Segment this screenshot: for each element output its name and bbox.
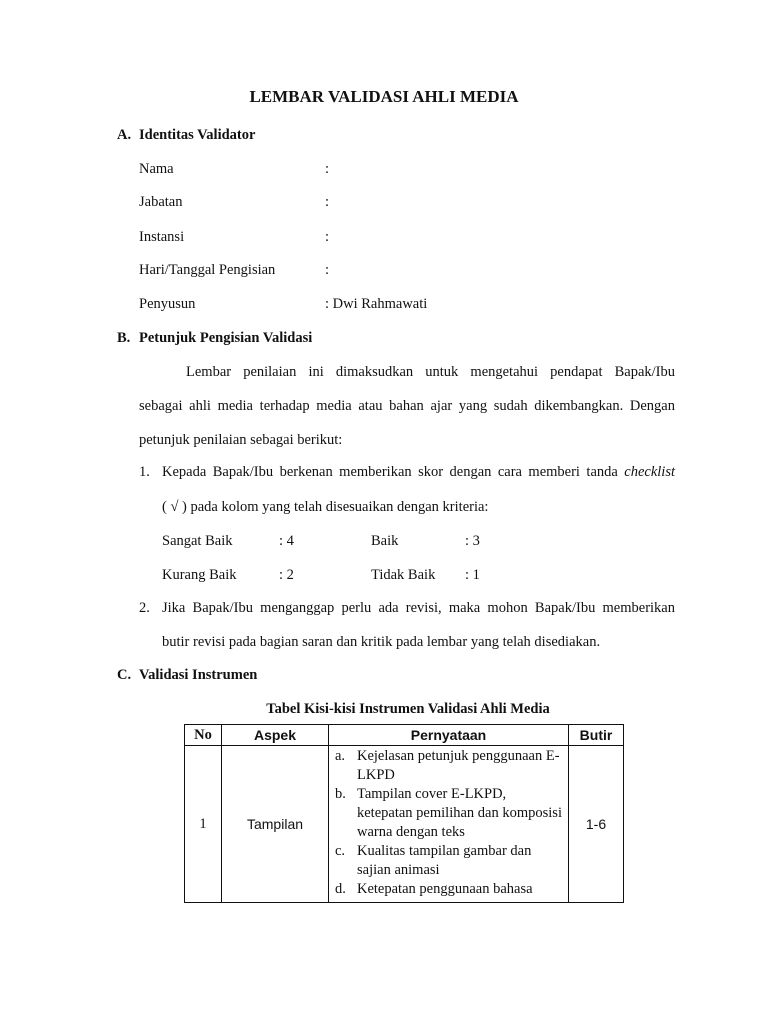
- section-b-marker: B.: [117, 330, 131, 346]
- score-value-kurang-baik: : 2: [279, 567, 294, 583]
- score-label-sangat-baik: Sangat Baik: [162, 533, 233, 549]
- table-caption: Tabel Kisi-kisi Instrumen Validasi Ahli Media: [266, 701, 550, 717]
- field-label-jabatan: Jabatan: [139, 194, 183, 210]
- statement-text: Kejelasan petunjuk penggunaan E-LKPD: [357, 748, 560, 783]
- item-1-number: 1.: [139, 464, 150, 480]
- field-label-instansi: Instansi: [139, 229, 185, 245]
- statement-marker: c.: [335, 843, 346, 859]
- cell-pernyataan: [329, 746, 569, 903]
- statement-marker: a.: [335, 748, 346, 764]
- score-value-tidak-baik: : 1: [465, 567, 480, 583]
- score-value-baik: : 3: [465, 533, 480, 549]
- header-butir: Butir: [569, 725, 624, 746]
- item-2-line-2: butir revisi pada bagian saran dan kritik pada lembar yang telah disediakan.: [162, 634, 601, 650]
- item-2-number: 2.: [139, 600, 150, 616]
- cell-no: 1: [185, 746, 222, 903]
- intro-line-2: sebagai ahli media terhadap media atau bahan ajar yang sudah dikembangkan. Dengan: [139, 398, 675, 414]
- score-label-tidak-baik: Tidak Baik: [371, 567, 436, 583]
- section-c-heading: Validasi Instrumen: [139, 667, 258, 683]
- score-label-baik: Baik: [371, 533, 399, 549]
- field-value-penyusun: : Dwi Rahmawati: [325, 296, 428, 312]
- table-header-row: [185, 725, 624, 746]
- field-value-instansi: :: [325, 229, 330, 245]
- header-pernyataan: Pernyataan: [329, 725, 569, 746]
- statement-item: [335, 842, 562, 880]
- header-no: No: [185, 725, 222, 746]
- field-value-nama: :: [325, 161, 330, 177]
- field-label-penyusun: Penyusun: [139, 296, 196, 312]
- statement-text: Kualitas tampilan gambar dan sajian animasi: [357, 843, 532, 878]
- score-label-kurang-baik: Kurang Baik: [162, 567, 237, 583]
- score-value-sangat-baik: : 4: [279, 533, 294, 549]
- section-a-heading: Identitas Validator: [139, 127, 256, 143]
- item-1-line-1: [162, 463, 675, 481]
- cell-aspek: Tampilan: [222, 746, 329, 903]
- kisi-kisi-table: [184, 724, 624, 903]
- item-1-line-2: ( √ ) pada kolom yang telah disesuaikan dengan kriteria:: [162, 499, 489, 515]
- intro-line-3: petunjuk penilaian sebagai berikut:: [139, 432, 343, 448]
- intro-line-1: Lembar penilaian ini dimaksudkan untuk mengetahui pendapat Bapak/Ibu: [186, 364, 675, 380]
- item-1-line-1-text: Kepada Bapak/Ibu berkenan memberikan skor dengan cara memberi tanda: [162, 464, 625, 480]
- statement-marker: b.: [335, 786, 346, 802]
- statement-item: [335, 880, 562, 899]
- page-title: LEMBAR VALIDASI AHLI MEDIA: [249, 87, 519, 106]
- section-a-marker: A.: [117, 127, 132, 143]
- section-c-marker: C.: [117, 667, 132, 683]
- statement-item: [335, 785, 562, 842]
- section-b-heading: Petunjuk Pengisian Validasi: [139, 330, 313, 346]
- field-label-nama: Nama: [139, 161, 174, 177]
- table-row: [185, 746, 624, 903]
- field-label-tanggal: Hari/Tanggal Pengisian: [139, 262, 276, 278]
- statement-text: Tampilan cover E-LKPD, ketepatan pemilihan dan komposisi warna dengan teks: [357, 786, 562, 840]
- cell-butir: 1-6: [569, 746, 624, 903]
- statement-item: [335, 747, 562, 785]
- statement-text: Ketepatan penggunaan bahasa: [357, 881, 533, 897]
- header-aspek: Aspek: [222, 725, 329, 746]
- field-value-jabatan: :: [325, 194, 330, 210]
- item-1-checklist-word: checklist: [624, 464, 675, 480]
- item-2-line-1: Jika Bapak/Ibu menganggap perlu ada revisi, maka mohon Bapak/Ibu memberikan: [162, 600, 675, 616]
- field-value-tanggal: :: [325, 262, 330, 278]
- statement-marker: d.: [335, 881, 346, 897]
